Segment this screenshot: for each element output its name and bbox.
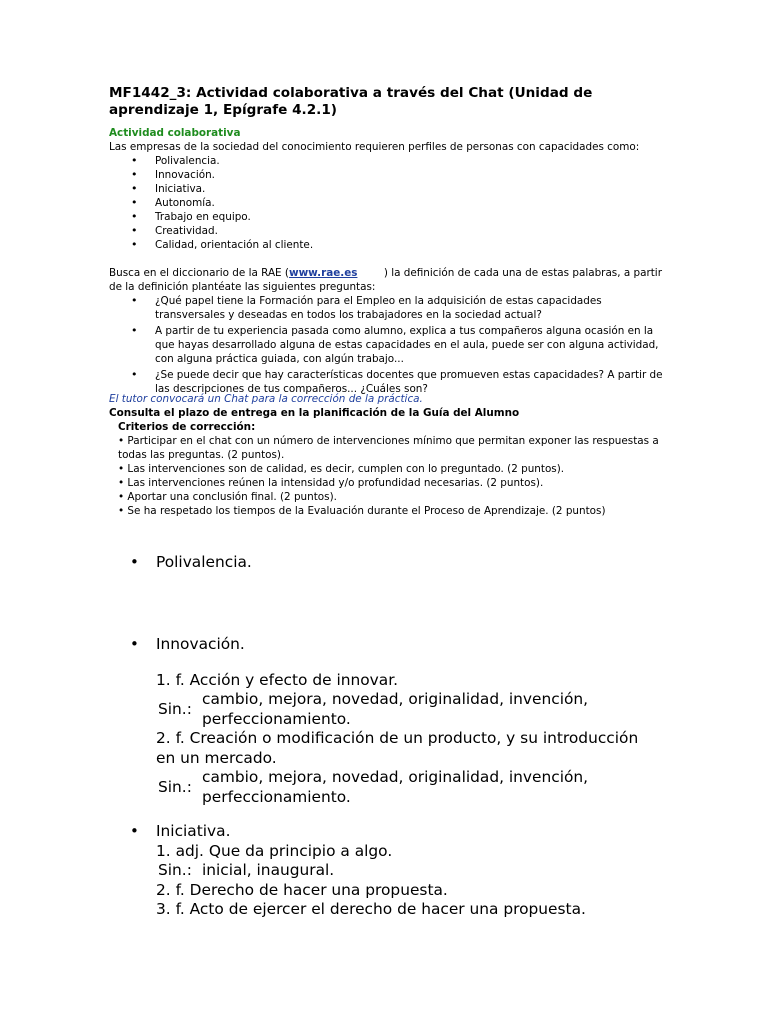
rae-paragraph	[109, 266, 669, 398]
intro-text: Las empresas de la sociedad del conocimiento requieren perfiles de personas con capacidades como:	[109, 141, 640, 153]
list-item: • ¿Qué papel tiene la Formación para el Empleo en la adquisición de estas capacidades transversales y deseadas en todos los trabajadores en la sociedad actual?	[109, 294, 669, 322]
list-item: • ¿Se puede decir que hay características docentes que promueven estas capacidades? A partir de las descripciones de tus compañeros... ¿Cuáles son?	[109, 368, 669, 396]
synonyms-value: inicial, inaugural.	[202, 861, 335, 879]
criteria-item: • Se ha respetado los tiempos de la Evaluación durante el Proceso de Aprendizaje. (2 puntos)	[118, 505, 606, 517]
list-item: • Creatividad.	[109, 224, 669, 238]
list-item: • Autonomía.	[109, 196, 669, 210]
definition: 1. f. Acción y efecto de innovar.	[156, 670, 399, 689]
bullet-icon: •	[130, 553, 139, 571]
list-item: • Innovación.	[109, 168, 669, 182]
rae-text-before: Busca en el diccionario de la RAE (	[109, 267, 289, 279]
answer-term: Innovación.	[156, 635, 245, 653]
definition: 2. f. Derecho de hacer una propuesta.	[156, 880, 448, 899]
activity-section	[109, 126, 669, 252]
answer-innovacion	[130, 635, 650, 807]
synonyms	[130, 861, 650, 881]
questions-list	[109, 294, 669, 396]
section-heading: Actividad colaborativa	[109, 127, 241, 139]
definition: 3. f. Acto de ejercer el derecho de hacer una propuesta.	[156, 900, 586, 918]
rae-instruction	[109, 266, 669, 294]
synonyms-label: Sin.:	[158, 861, 192, 879]
list-item: • Trabajo en equipo.	[109, 210, 669, 224]
criteria-item: • Las intervenciones reúnen la intensidad y/o profundidad necesarias. (2 puntos).	[118, 477, 544, 489]
list-item: • Polivalencia.	[109, 154, 669, 168]
answer-iniciativa	[130, 822, 650, 920]
answer-term: Polivalencia.	[156, 553, 252, 571]
page-title: MF1442_3: Actividad colaborativa a través del Chat (Unidad de aprendizaje 1, Epígrafe 4.2.1)	[109, 85, 593, 118]
synonyms-label: Sin.:	[158, 777, 192, 796]
rae-link[interactable]: www.rae.es	[288, 267, 358, 279]
definition: 1. adj. Que da principio a algo.	[156, 841, 393, 860]
list-item: • Iniciativa.	[109, 182, 669, 196]
capacities-list	[109, 154, 669, 252]
criteria-item: • Participar en el chat con un número de intervenciones mínimo que permitan exponer las respuestas a todas las preguntas. (2 puntos).	[118, 435, 659, 461]
synonyms-value: cambio, mejora, novedad, originalidad, invención, perfeccionamiento.	[202, 690, 589, 728]
evaluation-section	[109, 392, 669, 518]
answer-polivalencia	[130, 553, 650, 573]
criteria-item: • Las intervenciones son de calidad, es decir, cumplen con lo preguntado. (2 puntos).	[118, 463, 565, 475]
list-item: • A partir de tu experiencia pasada como alumno, explica a tus compañeros alguna ocasión en la que hayas desarrollado alguna de estas capacidades en el aula, puede ser con alguna actividad, con alguna práctica guiada, con algún trabajo...	[109, 324, 669, 366]
definition: 2. f. Creación o modificación de un producto, y su introducción en un mercado.	[156, 729, 639, 767]
bullet-icon: •	[130, 635, 139, 653]
synonyms	[130, 768, 650, 807]
tutor-note: El tutor convocará un Chat para la corrección de la práctica.	[109, 393, 423, 405]
deadline-note: Consulta el plazo de entrega en la planificación de la Guía del Alumno	[109, 407, 520, 419]
rae-text-after: ) la definición de cada una de estas palabras, a partir de la definición plantéate las siguientes preguntas:	[109, 267, 666, 293]
answer-term: Iniciativa.	[156, 822, 231, 840]
criteria-list	[109, 434, 669, 518]
list-item: • Calidad, orientación al cliente.	[109, 238, 669, 252]
criteria-item: • Aportar una conclusión final. (2 puntos).	[118, 491, 337, 503]
synonyms	[130, 690, 650, 729]
criteria-heading: Criterios de corrección:	[118, 421, 256, 433]
synonyms-value: cambio, mejora, novedad, originalidad, invención, perfeccionamiento.	[202, 768, 589, 806]
bullet-icon: •	[130, 822, 139, 840]
synonyms-label: Sin.:	[158, 699, 192, 718]
